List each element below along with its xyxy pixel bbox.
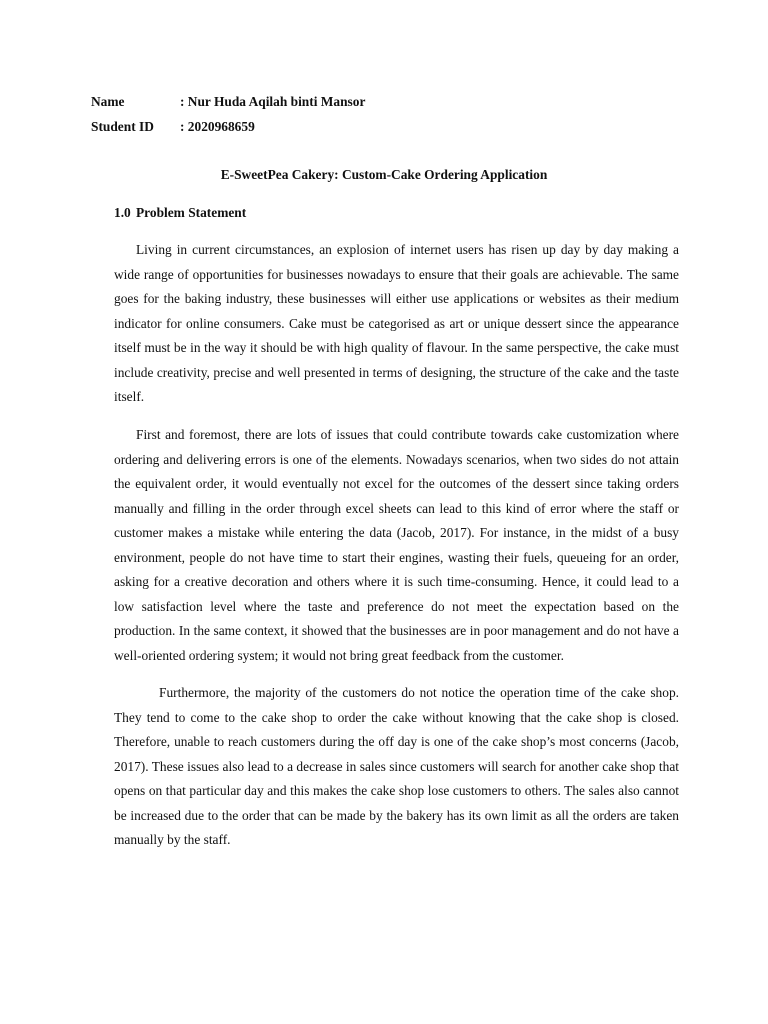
- student-id-value: : 2020968659: [180, 119, 255, 134]
- name-value: : Nur Huda Aqilah binti Mansor: [180, 94, 366, 109]
- paragraph-1: Living in current circumstances, an explosion of internet users has risen up day by day making a wide range of opportunities for businesses nowadays to ensure that their goals are achievable. The same goes for the baking industry, these businesses will either use applications or websites as their medium indicator for online consumers. Cake must be categorised as art or unique dessert since the appearance itself must be in the way it should be with high quality of flavour. In the same perspective, the cake must include creativity, precise and well presented in terms of designing, the structure of the cake and the taste itself.: [114, 242, 679, 404]
- paragraph-2: First and foremost, there are lots of issues that could contribute towards cake customization where ordering and delivering errors is one of the elements. Nowadays scenarios, when two sides do not attain the equivalent order, it would eventually not excel for the outcomes of the dessert since taking orders manually and filling in the order through excel sheets can lead to this kind of error where the staff or customer makes a mistake while entering the data (Jacob, 2017). For instance, in the midst of a busy environment, people do not have time to start their engines, wasting their fuels, queueing for an order, asking for a creative decoration and others where it is such time-consuming. Hence, it could lead to a low satisfaction level where the taste and preference do not meet the expectation based on the production. In the same context, it showed that the businesses are in poor management and do not have a well-oriented ordering system; it would not bring great feedback from the customer.: [114, 427, 679, 663]
- section-heading: [114, 205, 246, 221]
- student-id-label: Student ID: [91, 119, 154, 134]
- section-heading-text: Problem Statement: [136, 205, 247, 220]
- student-name-row: [91, 94, 365, 110]
- name-label: Name: [91, 94, 125, 109]
- section-number: 1.0: [114, 205, 131, 220]
- paragraph-3: Furthermore, the majority of the customers do not notice the operation time of the cake shop. They tend to come to the cake shop to order the cake without knowing that the cake shop is closed. Therefore, unable to reach customers during the off day is one of the cake shop’s most concerns (Jacob, 2017). These issues also lead to a decrease in sales since customers will search for another cake shop that opens on that particular day and this makes the cake shop lose customers to others. The sales also cannot be increased due to the order that can be made by the bakery has its own limit as all the orders are taken manually by the staff.: [114, 685, 679, 847]
- document-title: E-SweetPea Cakery: Custom-Cake Ordering Application: [220, 167, 548, 182]
- student-id-row: [91, 119, 255, 135]
